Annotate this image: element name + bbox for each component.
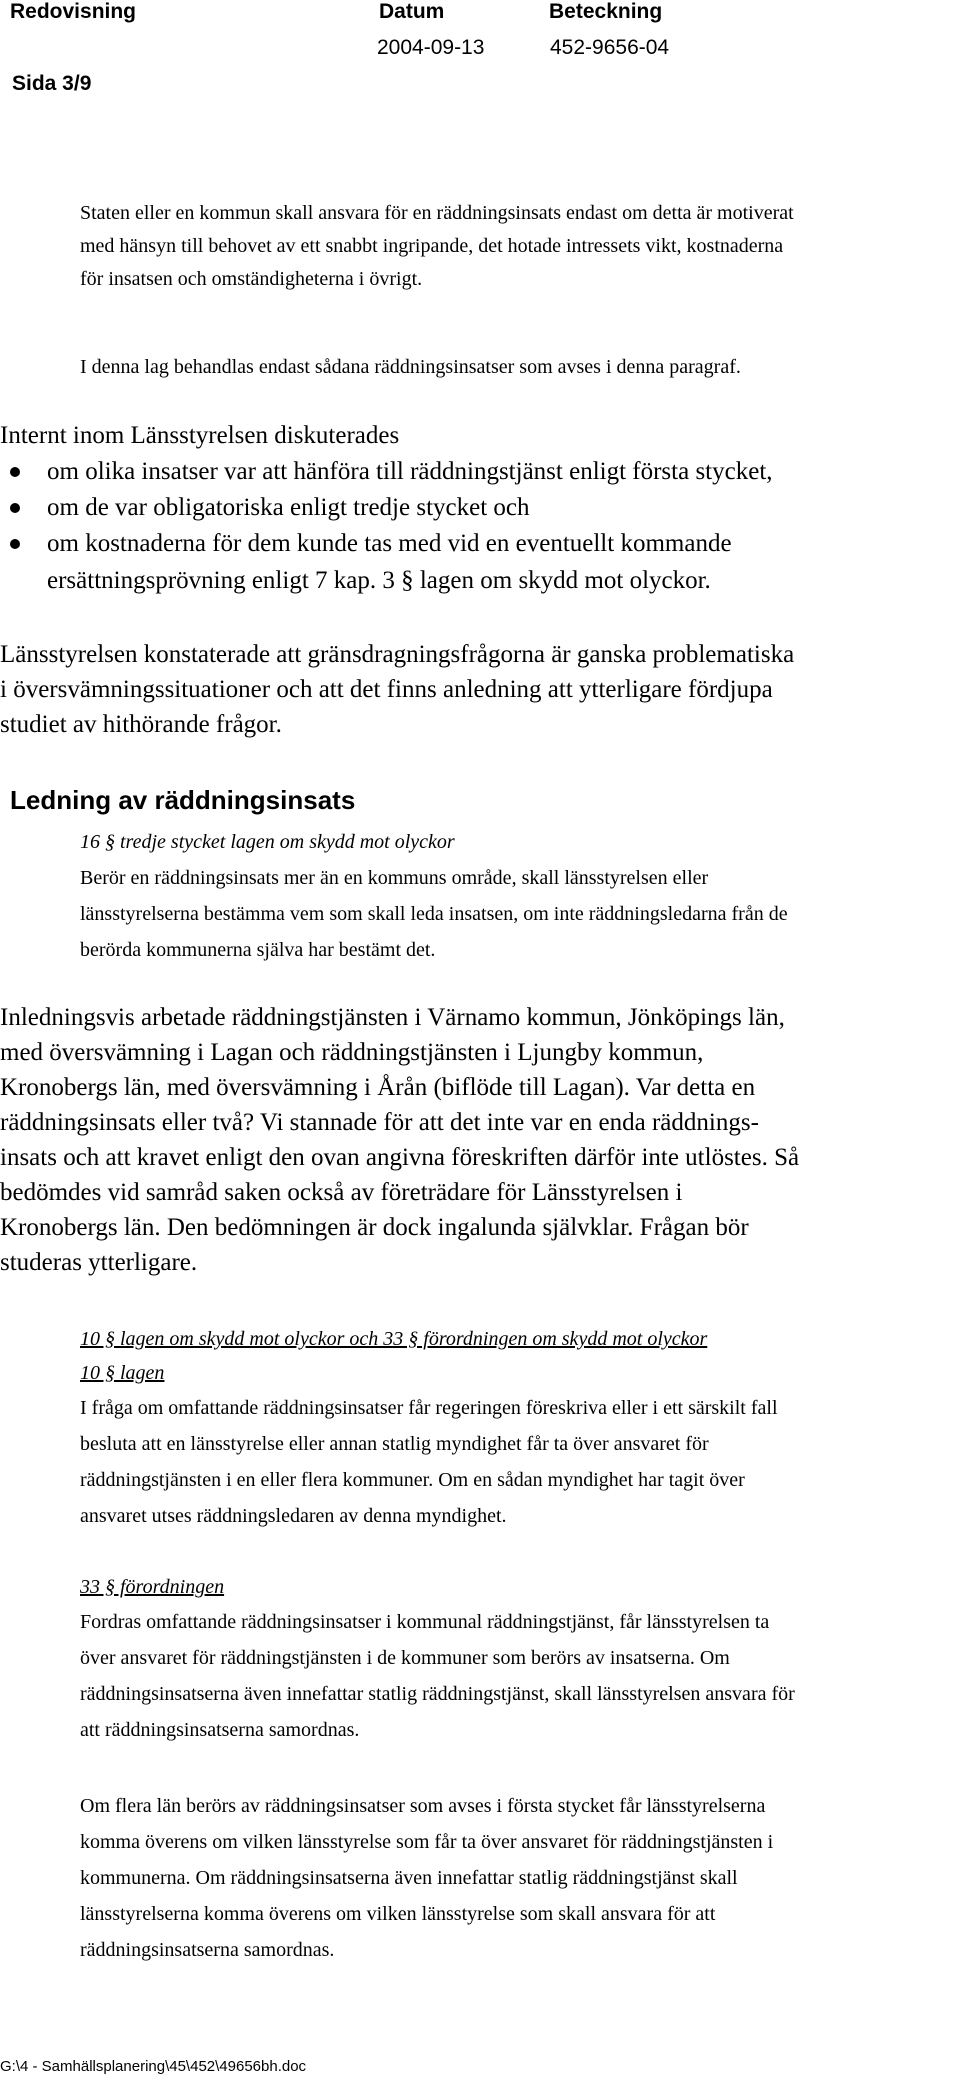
intro-paragraph xyxy=(80,197,794,296)
analysis-line: Inledningsvis arbetade räddningstjänsten i Värnamo kommun, Jönköpings län, xyxy=(0,1004,785,1031)
conclusion-line: Länsstyrelsen konstaterade att gränsdragningsfrågorna är ganska problematiska xyxy=(0,641,795,668)
bullet-continuation: ersättningsprövning enligt 7 kap. 3 § lagen om skydd mot olyckor. xyxy=(47,567,711,594)
regulation-line: över ansvaret för räddningstjänsten i de kommuner som berörs av insatserna. Om xyxy=(80,1647,730,1669)
intro-line: för insatsen och omständigheterna i övrigt. xyxy=(80,268,423,290)
conclusion-line: i översvämningssituationer och att det finns anledning att ytterligare fördjupa xyxy=(0,676,773,703)
regulation-line: Fordras omfattande räddningsinsatser i kommunal räddningstjänst, får länsstyrelsen ta xyxy=(80,1611,770,1633)
date-label: Datum xyxy=(379,0,445,23)
bullet-text: om de var obligatoriska enligt tredje stycket och xyxy=(47,494,530,521)
law-line: besluta att en länsstyrelse eller annan statlig myndighet får ta över ansvaret för xyxy=(80,1433,709,1455)
law-line: I fråga om omfattande räddningsinsatser får regeringen föreskriva eller i ett särskilt fall xyxy=(80,1397,778,1419)
regulation-reference: 33 § förordningen xyxy=(80,1576,225,1598)
quote-line: länsstyrelserna bestämma vem som skall leda insatsen, om inte räddningsledarna från de xyxy=(80,903,788,925)
conclusion-line: studiet av hithörande frågor. xyxy=(0,711,282,738)
discussion-lead: Internt inom Länsstyrelsen diskuterades xyxy=(0,422,400,449)
analysis-line: räddningsinsats eller två? Vi stannade för att det inte var en enda räddnings- xyxy=(0,1109,759,1136)
law-line: räddningstjänsten i en eller flera kommuner. Om en sådan myndighet har tagit över xyxy=(80,1469,745,1491)
quote-line: berörda kommunerna själva har bestämt det. xyxy=(80,939,436,961)
regulation-line: att räddningsinsatserna samordnas. xyxy=(80,1719,360,1741)
file-path-footer: G:\4 - Samhällsplanering\45\452\49656bh.doc xyxy=(0,2058,307,2075)
regulation-line: komma överens om vilken länsstyrelse som får ta över ansvaret för räddningstjänsten i xyxy=(80,1831,774,1853)
date-value: 2004-09-13 xyxy=(377,36,485,59)
analysis-line: studeras ytterligare. xyxy=(0,1249,198,1276)
bullet-text: om olika insatser var att hänföra till räddningstjänst enligt första stycket, xyxy=(47,458,773,485)
bullet-dot-icon xyxy=(10,467,20,477)
section-citation: 16 § tredje stycket lagen om skydd mot olyckor xyxy=(80,831,455,853)
bullet-dot-icon xyxy=(10,539,20,549)
regulation-line: länsstyrelserna komma överens om vilken länsstyrelse som skall ansvara för att xyxy=(80,1903,716,1925)
regulation-text xyxy=(80,1604,795,1748)
analysis-line: Kronobergs län, med översvämning i Årån (biflöde till Lagan). Var detta en xyxy=(0,1074,756,1101)
analysis-line: Kronobergs län. Den bedömningen är dock ingalunda självklar. Frågan bör xyxy=(0,1214,749,1241)
analysis-paragraph xyxy=(0,1000,799,1280)
law-text xyxy=(80,1390,778,1534)
regulation-line: kommunerna. Om räddningsinsatserna även innefattar statlig räddningstjänst skall xyxy=(80,1867,738,1889)
section-quote xyxy=(80,860,788,968)
regulation-text-2 xyxy=(80,1788,773,1968)
intro-note: I denna lag behandlas endast sådana räddningsinsatser som avses i denna paragraf. xyxy=(80,356,741,378)
reference-value: 452-9656-04 xyxy=(550,36,670,59)
regulation-line: räddningsinsatserna även innefattar statlig räddningstjänst, skall länsstyrelsen ansvara för xyxy=(80,1683,795,1705)
conclusion-paragraph xyxy=(0,637,794,742)
document-type: Redovisning xyxy=(10,0,137,23)
analysis-line: insats och att kravet enligt den ovan angivna föreskriften därför inte utlöstes. Så xyxy=(0,1144,800,1171)
bullet-text: om kostnaderna för dem kunde tas med vid en eventuellt kommande xyxy=(47,530,732,557)
page-number: Sida 3/9 xyxy=(12,72,92,95)
bullet-dot-icon xyxy=(10,503,20,513)
section-heading: Ledning av räddningsinsats xyxy=(10,785,356,815)
law-line: ansvaret utses räddningsledaren av denna myndighet. xyxy=(80,1505,507,1527)
analysis-line: med översvämning i Lagan och räddningstjänsten i Ljungby kommun, xyxy=(0,1039,704,1066)
statutes-citation: 10 § lagen om skydd mot olyckor och 33 § förordningen om skydd mot olyckor xyxy=(80,1328,708,1350)
intro-line: Staten eller en kommun skall ansvara för en räddningsinsats endast om detta är motiverat xyxy=(80,202,794,224)
intro-line: med hänsyn till behovet av ett snabbt ingripande, det hotade intressets vikt, kostnaderna xyxy=(80,235,784,257)
regulation-line: Om flera län berörs av räddningsinsatser som avses i första stycket får länsstyrelserna xyxy=(80,1795,766,1817)
reference-label: Beteckning xyxy=(549,0,663,23)
law-reference: 10 § lagen xyxy=(80,1362,165,1384)
quote-line: Berör en räddningsinsats mer än en kommuns område, skall länsstyrelsen eller xyxy=(80,867,709,889)
regulation-line: räddningsinsatserna samordnas. xyxy=(80,1939,335,1961)
analysis-line: bedömdes vid samråd saken också av företrädare för Länsstyrelsen i xyxy=(0,1179,683,1206)
